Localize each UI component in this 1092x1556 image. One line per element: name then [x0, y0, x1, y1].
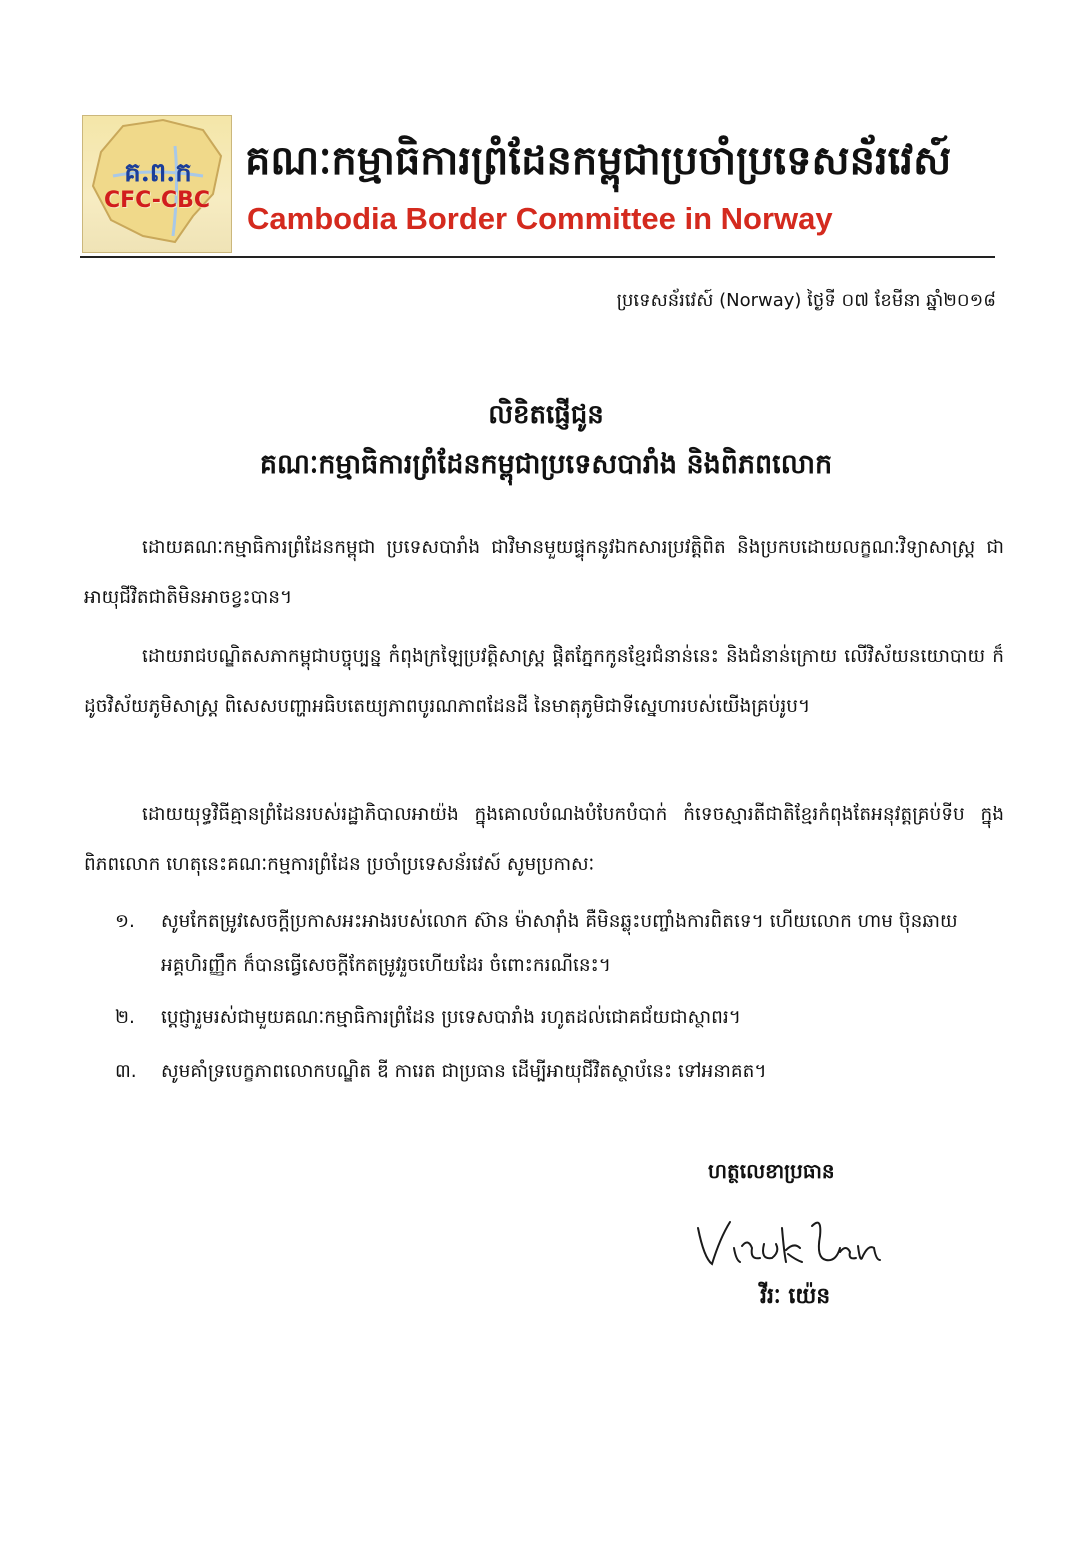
subject-recipient: គណៈកម្មាធិការព្រំដែនកម្ពុជាប្រទេសបារាំង និងពិភពលោក	[259, 449, 833, 480]
list-item	[105, 996, 1005, 1040]
list-item-number: ២.	[115, 1007, 135, 1028]
list-item-text: សូមកែតម្រូវសេចក្តីប្រកាសអះអាងរបស់លោក ស៊ាន ម៉ាសារ៉ាំង គឺមិនឆ្លុះបញ្ចាំងការពិតទេ។ ហើយលោក ហាម ប៊ុនឆាយ អគ្គហិរញ្ញឹក ក៏បានធ្វើសេចក្តីកែតម្រូវរួចហើយដែរ ចំពោះករណីនេះ។	[161, 911, 958, 976]
subject-heading: លិខិតផ្ញើជូន	[488, 400, 604, 430]
body-paragraph-1: ដោយគណៈកម្មាធិការព្រំដែនកម្ពុជា ប្រទេសបារាំង ជាវិមានមួយផ្ទុកនូវឯកសារប្រវត្តិពិត និងប្រកបដោយលក្ខណៈវិទ្យាសាស្ត្រ ជាអាយុជីវិតជាតិមិនអាចខ្វះបាន។	[84, 537, 1004, 608]
logo-code: CFC-CBC	[103, 188, 210, 213]
organization-title-khmer: គណៈកម្មាធិការព្រំដែនកម្ពុជាប្រចាំប្រទេសន័រវេស៍	[245, 138, 952, 184]
logo	[82, 115, 232, 253]
body-paragraph-2: ដោយរាជបណ្ឌិតសភាកម្ពុជាបច្ចុប្បន្ន កំពុងក្រឡៃប្រវត្តិសាស្ត្រ ផ្តិតភ្នែកកូនខ្មែរជំនាន់នេះ និងជំនាន់ក្រោយ លើវិស័យនយោបាយ ក៏ដូចវិស័យភូមិសាស្ត្រ ពិសេសបញ្ហាអធិបតេយ្យភាពបូរណភាពដែនដី នៃមាតុភូមិជាទីស្នេហារបស់យើងគ្រប់រូប។	[84, 646, 1004, 717]
organization-title-english: Cambodia Border Committee in Norway	[247, 201, 833, 236]
list-item-number: ១.	[115, 911, 135, 932]
logo-abbreviation: គ.ព.ក	[124, 158, 192, 188]
list-item-text: ប្តេជ្ញារួមរស់ជាមួយគណៈកម្មាធិការព្រំដែន ប្រទេសបារាំង រហូតដល់ជោគជ័យជាស្ថាពរ។	[161, 1007, 741, 1028]
handwritten-signature	[690, 1208, 890, 1278]
letterhead	[80, 113, 995, 258]
list-item	[105, 900, 1005, 988]
date-line: ប្រទេសន័រវេស៍ (Norway) ថ្ងៃទី ០៧ ខែមីនា ឆ្នាំ២០១៨	[616, 290, 996, 311]
body-paragraph-3: ដោយយុទ្ធវិធីគ្មានព្រំដែនរបស់រដ្ឋាភិបាលអាយ៉ង ក្នុងគោលបំណងបំបែកបំបាក់ កំទេចស្មារតីជាតិខ្មែរកំពុងតែអនុវត្តគ្រប់ទីប ក្នុងពិភពលោក ហេតុនេះគណៈកម្មការព្រំដែន ប្រចាំប្រទេសន័រវេស៍ សូមប្រកាសៈ	[84, 804, 1004, 875]
signatory-name: វីរៈ យ៉េន	[760, 1284, 831, 1309]
list-item	[105, 1050, 1005, 1094]
signature-role: ហត្ថលេខាប្រធាន	[708, 1159, 835, 1183]
list-item-number: ៣.	[115, 1061, 137, 1082]
list-item-text: សូមគាំទ្របេក្ខភាពលោកបណ្ឌិត ឌី ការេត ជាប្រធាន ដើម្បីអាយុជីវិតស្ថាប័នេះ ទៅអនាគត។	[161, 1061, 767, 1082]
